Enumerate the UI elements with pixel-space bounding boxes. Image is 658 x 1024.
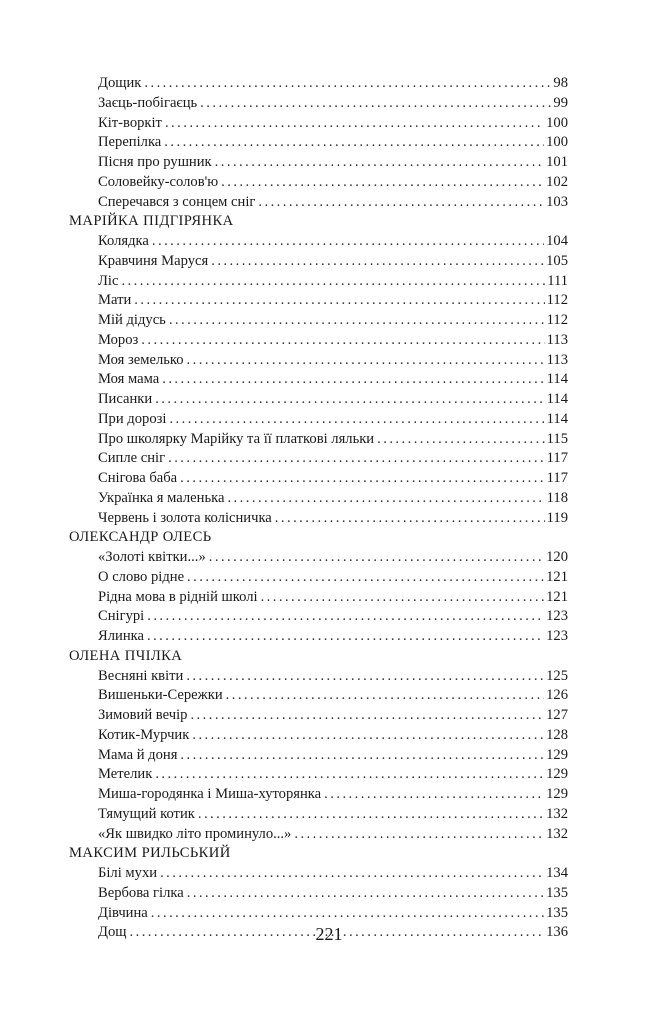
toc-entry-page: 135 bbox=[546, 884, 568, 901]
toc-entry-page: 127 bbox=[546, 707, 568, 723]
toc-entry-title: Про школярку Марійку та її платкові ляльки bbox=[98, 430, 375, 447]
toc-entry-title: Метелик bbox=[98, 766, 153, 783]
toc-entry-title: Соловейку-солов'ю bbox=[98, 173, 219, 190]
toc-entry-page: 113 bbox=[546, 351, 568, 368]
toc-entry-title: Ліс bbox=[98, 272, 119, 289]
toc-entry-page: 136 bbox=[546, 924, 568, 941]
toc-entry-title: Сипле сніг bbox=[98, 450, 166, 467]
toc-entry bbox=[69, 785, 568, 805]
toc-leader-dots bbox=[211, 252, 544, 272]
toc-entry-title: Білі мухи bbox=[98, 865, 158, 881]
toc-entry bbox=[69, 114, 568, 134]
toc-entry bbox=[69, 904, 568, 924]
toc-entry bbox=[69, 410, 568, 430]
toc-author-heading: МАРІЙКА ПІДГІРЯНКА bbox=[69, 213, 234, 230]
toc-leader-dots bbox=[227, 489, 544, 509]
toc-entry-page: 132 bbox=[546, 805, 568, 822]
toc-entry-page: 112 bbox=[546, 292, 568, 309]
toc-leader-dots bbox=[155, 765, 544, 785]
toc-entry-title: Пісня про рушник bbox=[98, 154, 212, 170]
toc-entry-title: Сперечався з сонцем сніг bbox=[98, 193, 256, 210]
toc-entry bbox=[69, 272, 568, 292]
toc-entry bbox=[69, 765, 568, 785]
toc-entry-title: «Золоті квітки...» bbox=[98, 549, 206, 565]
toc-leader-dots bbox=[294, 825, 544, 845]
toc-entry bbox=[69, 133, 568, 153]
toc-entry bbox=[69, 805, 568, 825]
toc-leader-dots bbox=[187, 351, 545, 371]
toc-entry-page: 135 bbox=[546, 904, 568, 921]
toc-entry-title: Українка я маленька bbox=[98, 489, 225, 506]
toc-entry bbox=[69, 390, 568, 410]
toc-entry-title: Рідна мова в рідній школі bbox=[98, 588, 258, 605]
toc-entry-title: Дощик bbox=[98, 75, 142, 91]
toc-entry-title: Мати bbox=[98, 292, 132, 309]
toc-entry-title: Снігурі bbox=[98, 608, 145, 625]
toc-leader-dots bbox=[162, 370, 544, 390]
toc-entry-page: 114 bbox=[546, 410, 568, 427]
toc-entry bbox=[69, 94, 568, 114]
toc-entry-title: Перепілка bbox=[98, 134, 162, 151]
toc-entry-page: 105 bbox=[546, 252, 568, 269]
toc-leader-dots bbox=[221, 173, 544, 193]
toc-leader-dots bbox=[209, 548, 544, 568]
toc-leader-dots bbox=[180, 469, 544, 489]
toc-leader-dots bbox=[215, 153, 544, 173]
toc-entry-page: 126 bbox=[546, 687, 568, 704]
toc-entry-title: «Як швидко літо проминуло...» bbox=[98, 825, 292, 842]
toc-entry-title: Вишеньки-Сережки bbox=[98, 687, 223, 704]
toc-entry-page: 129 bbox=[546, 786, 568, 802]
toc-entry bbox=[69, 351, 568, 371]
toc-entry bbox=[69, 74, 568, 94]
toc-leader-dots bbox=[147, 627, 544, 647]
toc-entry-page: 128 bbox=[546, 726, 568, 743]
toc-entry bbox=[69, 726, 568, 746]
toc-leader-dots bbox=[261, 588, 545, 608]
toc-entry bbox=[69, 825, 568, 845]
toc-entry-page: 98 bbox=[553, 75, 568, 91]
toc-leader-dots bbox=[169, 410, 544, 430]
toc-entry-title: Зимовий вечір bbox=[98, 707, 188, 723]
toc-entry-page: 134 bbox=[546, 865, 568, 881]
toc-entry-title: Червень і золота колісничка bbox=[98, 509, 272, 526]
toc-entry-page: 123 bbox=[546, 608, 568, 625]
toc-entry-title: Писанки bbox=[98, 391, 153, 407]
toc-entry-page: 121 bbox=[546, 568, 568, 585]
toc-entry-page: 120 bbox=[546, 549, 568, 565]
toc-entry-page: 113 bbox=[546, 331, 568, 348]
toc-leader-dots bbox=[187, 884, 544, 904]
toc-entry-title: Дощ bbox=[98, 924, 127, 941]
toc-entry bbox=[69, 311, 568, 331]
toc-entry-title: Котик-Мурчик bbox=[98, 726, 190, 743]
toc-entry-title: Моя земелько bbox=[98, 351, 184, 368]
toc-leader-dots bbox=[121, 272, 545, 292]
toc-leader-dots bbox=[134, 291, 544, 311]
toc-entry bbox=[69, 627, 568, 647]
toc-entry-title: Весняні квіти bbox=[98, 667, 184, 684]
toc-entry bbox=[69, 331, 568, 351]
toc-entry bbox=[69, 291, 568, 311]
toc-entry-page: 115 bbox=[546, 430, 568, 447]
toc-entry-page: 117 bbox=[546, 450, 568, 467]
toc-leader-dots bbox=[192, 726, 544, 746]
toc-leader-dots bbox=[258, 193, 544, 213]
toc-entry bbox=[69, 548, 568, 568]
toc-entry-title: Заєць-побігаєць bbox=[98, 94, 198, 111]
table-of-contents bbox=[69, 74, 568, 943]
toc-entry-page: 100 bbox=[546, 114, 568, 131]
toc-entry bbox=[69, 173, 568, 193]
toc-leader-dots bbox=[226, 686, 544, 706]
toc-leader-dots bbox=[155, 390, 544, 410]
toc-entry bbox=[69, 884, 568, 904]
toc-entry-title: Мороз bbox=[98, 331, 139, 348]
toc-entry bbox=[69, 449, 568, 469]
toc-entry-page: 123 bbox=[546, 628, 568, 644]
toc-entry bbox=[69, 153, 568, 173]
toc-author-heading: МАКСИМ РИЛЬСЬКИЙ bbox=[69, 845, 231, 862]
toc-entry-page: 104 bbox=[546, 233, 568, 249]
toc-entry-page: 132 bbox=[546, 825, 568, 842]
toc-leader-dots bbox=[147, 607, 544, 627]
toc-entry bbox=[69, 746, 568, 766]
toc-leader-dots bbox=[187, 568, 544, 588]
toc-entry bbox=[69, 489, 568, 509]
toc-entry-page: 112 bbox=[546, 312, 568, 328]
toc-leader-dots bbox=[141, 331, 544, 351]
toc-entry-page: 125 bbox=[546, 667, 568, 684]
toc-leader-dots bbox=[165, 114, 544, 134]
toc-entry-page: 114 bbox=[546, 391, 568, 407]
toc-leader-dots bbox=[198, 805, 544, 825]
toc-entry-page: 101 bbox=[546, 154, 568, 170]
toc-entry-title: Кравчиня Маруся bbox=[98, 252, 209, 269]
page-number: 221 bbox=[315, 924, 343, 944]
toc-leader-dots bbox=[144, 74, 551, 94]
toc-leader-dots bbox=[160, 864, 544, 884]
toc-entry bbox=[69, 370, 568, 390]
toc-entry-title: Мама й доня bbox=[98, 746, 178, 763]
toc-entry-page: 99 bbox=[553, 94, 568, 111]
toc-entry bbox=[69, 509, 568, 529]
toc-entry-title: Вербова гілка bbox=[98, 884, 184, 901]
toc-leader-dots bbox=[324, 785, 544, 805]
toc-entry-title: Миша-городянка і Миша-хуторянка bbox=[98, 786, 322, 802]
toc-leader-dots bbox=[180, 746, 544, 766]
toc-entry-page: 114 bbox=[546, 371, 568, 388]
toc-entry bbox=[69, 568, 568, 588]
toc-entry bbox=[69, 430, 568, 450]
toc-entry bbox=[69, 469, 568, 489]
toc-leader-dots bbox=[186, 667, 544, 687]
toc-entry-page: 111 bbox=[547, 272, 568, 289]
toc-entry-title: Снігова баба bbox=[98, 470, 178, 486]
toc-entry-page: 117 bbox=[546, 470, 568, 486]
toc-entry-page: 102 bbox=[546, 173, 568, 190]
toc-entry-title: Дівчина bbox=[98, 904, 148, 921]
toc-entry bbox=[69, 193, 568, 213]
toc-entry bbox=[69, 686, 568, 706]
toc-entry-page: 129 bbox=[546, 746, 568, 763]
toc-entry bbox=[69, 232, 568, 252]
toc-entry-page: 118 bbox=[546, 489, 568, 506]
toc-leader-dots bbox=[200, 94, 551, 114]
toc-entry-title: Тямущий котик bbox=[98, 805, 195, 822]
toc-entry bbox=[69, 252, 568, 272]
toc-leader-dots bbox=[164, 133, 544, 153]
toc-leader-dots bbox=[169, 311, 545, 331]
toc-leader-dots bbox=[275, 509, 545, 529]
toc-entry-page: 121 bbox=[546, 588, 568, 605]
toc-entry-page: 129 bbox=[546, 766, 568, 783]
toc-entry bbox=[69, 864, 568, 884]
toc-author-heading: ОЛЕНА ПЧІЛКА bbox=[69, 647, 183, 664]
toc-entry-title: Колядка bbox=[98, 233, 149, 249]
toc-entry-page: 100 bbox=[546, 134, 568, 151]
toc-author-heading: ОЛЕКСАНДР ОЛЕСЬ bbox=[69, 529, 212, 546]
toc-entry-title: Мій дідусь bbox=[98, 312, 166, 328]
toc-leader-dots bbox=[152, 232, 544, 252]
toc-entry-title: При дорозі bbox=[98, 410, 167, 427]
toc-entry bbox=[69, 588, 568, 608]
toc-entry-title: О слово рідне bbox=[98, 568, 185, 585]
toc-leader-dots bbox=[190, 706, 544, 726]
toc-entry-page: 103 bbox=[546, 193, 568, 210]
toc-entry bbox=[69, 706, 568, 726]
toc-entry-title: Моя мама bbox=[98, 371, 160, 388]
toc-entry bbox=[69, 607, 568, 627]
toc-leader-dots bbox=[168, 449, 545, 469]
toc-leader-dots bbox=[151, 904, 544, 924]
toc-entry-title: Ялинка bbox=[98, 628, 144, 644]
toc-entry-page: 119 bbox=[546, 509, 568, 526]
toc-entry bbox=[69, 667, 568, 687]
toc-leader-dots bbox=[377, 430, 545, 450]
toc-entry-title: Кіт-воркіт bbox=[98, 114, 162, 131]
